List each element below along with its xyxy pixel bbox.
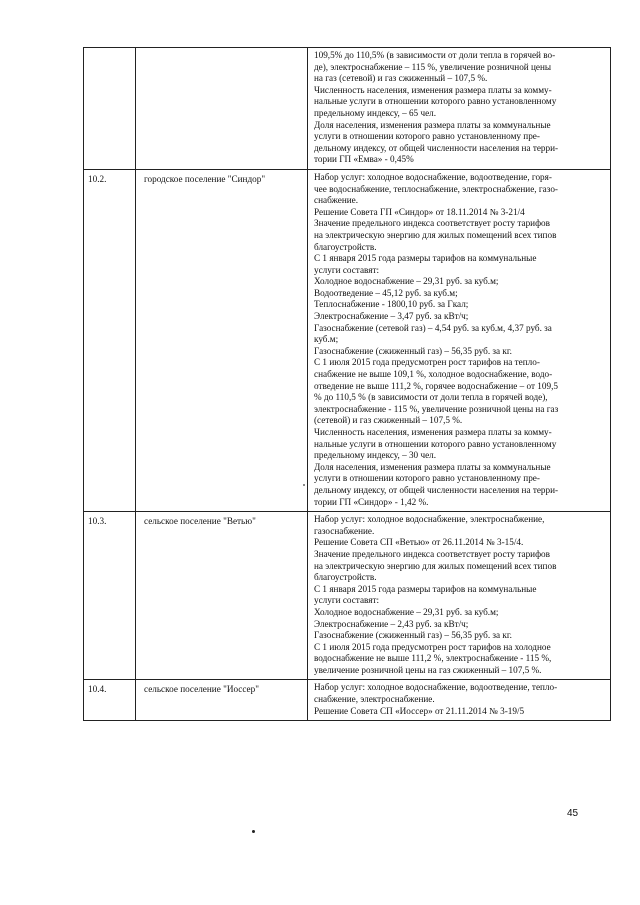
description-line: благоустройств. xyxy=(314,241,377,252)
description-line: на газ (сетевой) и газ сжиженный – 107,5 %. xyxy=(314,73,488,84)
page-number: 45 xyxy=(567,808,579,819)
description-line: Набор услуг: холодное водоснабжение, электроснабжение, xyxy=(314,514,545,525)
description-line: Решение Совета СП «Иоссер» от 21.11.2014 № 3-19/5 xyxy=(314,705,525,716)
settlement-name: городское поселение "Синдор" xyxy=(136,170,308,511)
tariff-description xyxy=(308,680,610,720)
description-line: снабжение не выше 109,1 %, холодное водоснабжение, водо- xyxy=(314,369,553,380)
description-line: благоустройств. xyxy=(314,572,377,583)
tariff-description xyxy=(308,48,610,169)
description-line: Значение предельного индекса соответствует росту тарифов xyxy=(314,218,550,229)
description-line: Холодное водоснабжение – 29,31 руб. за куб.м; xyxy=(314,606,499,617)
description-line: Холодное водоснабжение – 29,31 руб. за куб.м; xyxy=(314,276,499,287)
description-line: услуги составят: xyxy=(314,264,380,275)
row-number: 10.4. xyxy=(84,680,136,720)
description-line: дельному индексу, от общей численности населения на терри- xyxy=(314,484,559,495)
description-line: Значение предельного индекса соответствует росту тарифов xyxy=(314,548,550,559)
description-line: нальные услуги в отношении которого равно установленному xyxy=(314,96,557,107)
description-line: С 1 января 2015 года размеры тарифов на коммунальные xyxy=(314,583,537,594)
description-line: чее водоснабжение, теплоснабжение, электроснабжение, газо- xyxy=(314,183,558,194)
description-line: Электроснабжение – 3,47 руб. за кВт/ч; xyxy=(314,311,469,322)
description-line: Газоснабжение (сжиженный газ) – 56,35 руб. за кг. xyxy=(314,345,512,356)
scan-speck xyxy=(303,484,305,486)
tariff-table xyxy=(83,47,611,721)
description-line: снабжение. xyxy=(314,195,359,206)
description-line: отведение не выше 111,2 %, горячее водоснабжение – от 109,5 xyxy=(314,380,558,391)
description-line: нальные услуги в отношении которого равно установленному xyxy=(314,438,557,449)
description-line: Решение Совета СП «Ветью» от 26.11.2014 № 3-15/4. xyxy=(314,537,524,548)
description-line: Электроснабжение – 2,43 руб. за кВт/ч; xyxy=(314,618,469,629)
table-row xyxy=(84,48,610,169)
description-line: С 1 июля 2015 года предусмотрен рост тарифов на тепло- xyxy=(314,357,540,368)
description-line: Теплоснабжение - 1800,10 руб. за Гкал; xyxy=(314,299,469,310)
row-number: 10.2. xyxy=(84,170,136,511)
table-row xyxy=(84,511,610,679)
row-number: 10.3. xyxy=(84,512,136,679)
description-line: электроснабжение - 115 %, увеличение розничной цены на газ xyxy=(314,403,559,414)
description-line: Доля населения, изменения размера платы за коммунальные xyxy=(314,461,551,472)
description-line: Газоснабжение (сетевой газ) – 4,54 руб. за куб.м, 4,37 руб. за xyxy=(314,322,552,333)
description-line: С 1 января 2015 года размеры тарифов на коммунальные xyxy=(314,253,537,264)
description-line: газоснабжение. xyxy=(314,525,375,536)
description-line: услуги в отношении которого равно установленному пре- xyxy=(314,131,540,142)
description-line: услуги в отношении которого равно установленному пре- xyxy=(314,473,540,484)
description-line: снабжение, электроснабжение. xyxy=(314,694,435,705)
description-line: куб.м; xyxy=(314,334,339,345)
description-line: водоснабжение не выше 111,2 %, электроснабжение - 115 %, xyxy=(314,653,552,664)
settlement-name: сельское поселение "Иоссер" xyxy=(136,680,308,720)
description-line: предельному индексу, – 30 чел. xyxy=(314,450,437,461)
tariff-description xyxy=(308,170,610,511)
description-line: Численность населения, изменения размера платы за комму- xyxy=(314,427,552,437)
description-line: Газоснабжение (сжиженный газ) – 56,35 руб. за кг. xyxy=(314,630,512,641)
description-line: Набор услуг: холодное водоснабжение, водоотведение, горя- xyxy=(314,171,552,182)
description-line: дельному индексу, от общей численности населения на терри- xyxy=(314,142,559,153)
description-line: увеличение розничной цены на газ сжиженный – 107,5 %. xyxy=(314,664,542,675)
description-line: Решение Совета ГП «Синдор» от 18.11.2014 № 3-21/4 xyxy=(314,206,525,217)
description-line: предельному индексу, – 65 чел. xyxy=(314,107,437,118)
description-line: на электрическую энергию для жилых помещений всех типов xyxy=(314,229,557,240)
description-line: тории ГП «Синдор» - 1,42 %. xyxy=(314,496,429,507)
table-row xyxy=(84,169,610,511)
scan-dot xyxy=(252,830,255,833)
description-line: Численность населения, изменения размера платы за комму- xyxy=(314,84,552,95)
row-number xyxy=(84,48,136,169)
description-line: на электрическую энергию для жилых помещений всех типов xyxy=(314,560,557,571)
description-line: Набор услуг: холодное водоснабжение, водоотведение, тепло- xyxy=(314,682,558,693)
description-line: Водоотведение – 45,12 руб. за куб.м; xyxy=(314,287,458,298)
table-row xyxy=(84,679,610,720)
description-line: де), электроснабжение – 115 %, увеличение розничной цены xyxy=(314,61,552,72)
description-line: тории ГП «Емва» - 0,45% xyxy=(314,154,414,165)
description-line: % до 110,5 % (в зависимости от доли тепла в горячей воде), xyxy=(314,392,548,403)
settlement-name: сельское поселение "Ветью" xyxy=(136,512,308,679)
description-line: (сетевой) и газ сжиженный – 107,5 %. xyxy=(314,415,463,426)
description-line: С 1 июля 2015 года предусмотрен рост тарифов на холодное xyxy=(314,641,551,652)
description-line: услуги составят: xyxy=(314,595,380,606)
tariff-description xyxy=(308,512,610,679)
description-line: Доля населения, изменения размера платы за коммунальные xyxy=(314,119,551,130)
settlement-name xyxy=(136,48,308,169)
description-line: 109,5% до 110,5% (в зависимости от доли тепла в горячей во- xyxy=(314,50,556,60)
